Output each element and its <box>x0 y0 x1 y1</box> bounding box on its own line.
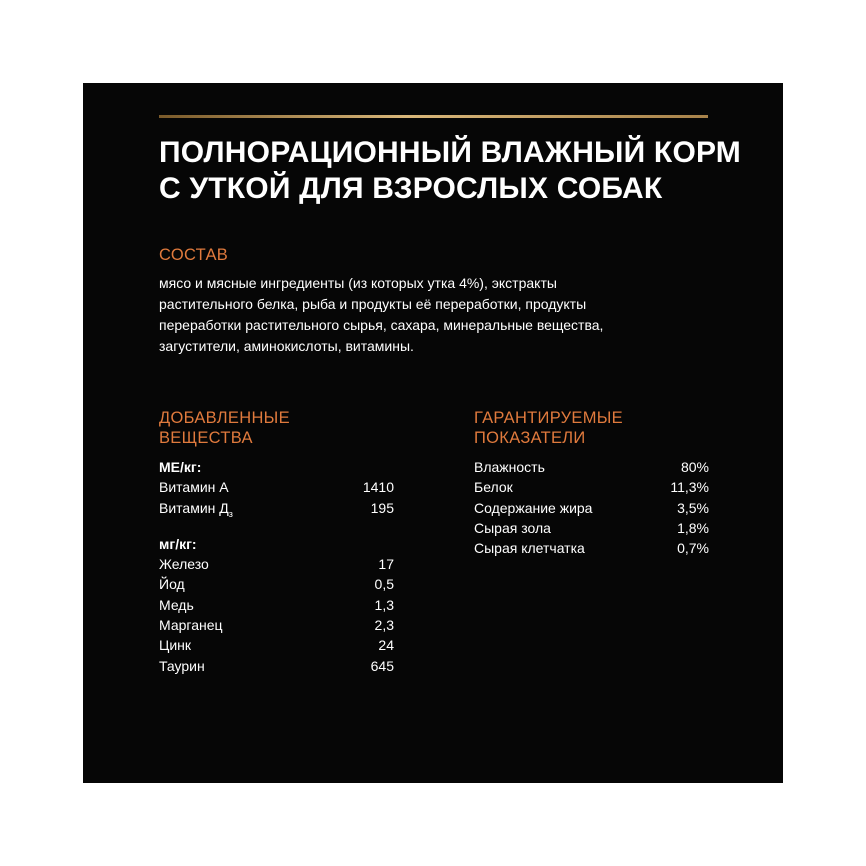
unit-label-mg-kg: мг/кг: <box>159 535 197 552</box>
title-line-1: ПОЛНОРАЦИОННЫЙ ВЛАЖНЫЙ КОРМ <box>159 136 741 169</box>
guaranteed-analysis-heading <box>474 408 724 448</box>
row-value: 2,3 <box>374 617 394 634</box>
product-title <box>159 135 741 207</box>
row-value: 3,5% <box>677 499 709 516</box>
row-name: Марганец <box>159 617 223 634</box>
row-name: Сырая клетчатка <box>474 540 585 557</box>
table-row <box>474 457 709 477</box>
unit-label-me-kg: МЕ/кг: <box>159 459 202 475</box>
row-value: 0,7% <box>677 540 709 557</box>
row-value: 0,5 <box>374 576 394 593</box>
guaranteed-heading-line-1: ГАРАНТИРУЕМЫЕ <box>474 409 623 427</box>
table-row <box>159 635 394 655</box>
table-row <box>159 477 394 497</box>
guaranteed-heading-line-2: ПОКАЗАТЕЛИ <box>474 429 586 447</box>
row-name: Влажность <box>474 459 545 475</box>
row-value: 645 <box>370 657 394 674</box>
table-row <box>159 595 394 615</box>
row-name-subscript: з <box>228 508 233 519</box>
row-value: 1,3 <box>374 596 394 613</box>
added-substances-heading <box>159 408 409 448</box>
composition-line: мясо и мясные ингредиенты (из которых утка 4%), экстракты <box>159 275 557 291</box>
gold-divider <box>159 115 708 118</box>
row-value: 24 <box>378 637 394 654</box>
table-row <box>159 615 394 635</box>
added-heading-line-1: ДОБАВЛЕННЫЕ <box>159 409 290 427</box>
table-row <box>159 498 394 518</box>
row-name: Витамин Д <box>159 499 229 516</box>
composition-text <box>159 273 719 357</box>
row-value: 17 <box>378 556 394 573</box>
row-name: Железо <box>159 556 209 573</box>
composition-heading: СОСТАВ <box>159 246 229 264</box>
added-heading-line-2: ВЕЩЕСТВА <box>159 429 253 447</box>
guaranteed-analysis-table <box>474 457 709 558</box>
row-name: Витамин А <box>159 479 229 496</box>
composition-line: загустители, аминокислоты, витамины. <box>159 338 414 354</box>
row-name: Содержание жира <box>474 499 593 516</box>
row-name: Таурин <box>159 657 205 674</box>
composition-line: переработки растительного сырья, сахара, минеральные вещества, <box>159 317 604 333</box>
row-name: Цинк <box>159 637 192 654</box>
table-row <box>474 538 709 558</box>
table-row <box>474 498 709 518</box>
title-line-2: С УТКОЙ ДЛЯ ВЗРОСЛЫХ СОБАК <box>159 172 663 205</box>
table-row <box>159 574 394 594</box>
row-name: Медь <box>159 596 194 613</box>
row-name: Сырая зола <box>474 519 551 536</box>
added-substances-table <box>159 457 394 676</box>
row-value: 1410 <box>362 479 394 496</box>
table-row <box>474 477 709 497</box>
row-name: Белок <box>474 479 513 496</box>
row-value: 195 <box>370 499 394 516</box>
table-row <box>474 518 709 538</box>
row-value: 11,3% <box>670 479 709 496</box>
table-row <box>159 656 394 676</box>
table-row <box>159 554 394 574</box>
row-name: Йод <box>159 576 185 593</box>
label-panel <box>83 83 783 783</box>
row-value: 1,8% <box>677 519 709 536</box>
row-name-with-subscript <box>159 498 233 518</box>
composition-line: растительного белка, рыба и продукты её переработки, продукты <box>159 296 587 312</box>
row-value: 80% <box>680 459 709 475</box>
